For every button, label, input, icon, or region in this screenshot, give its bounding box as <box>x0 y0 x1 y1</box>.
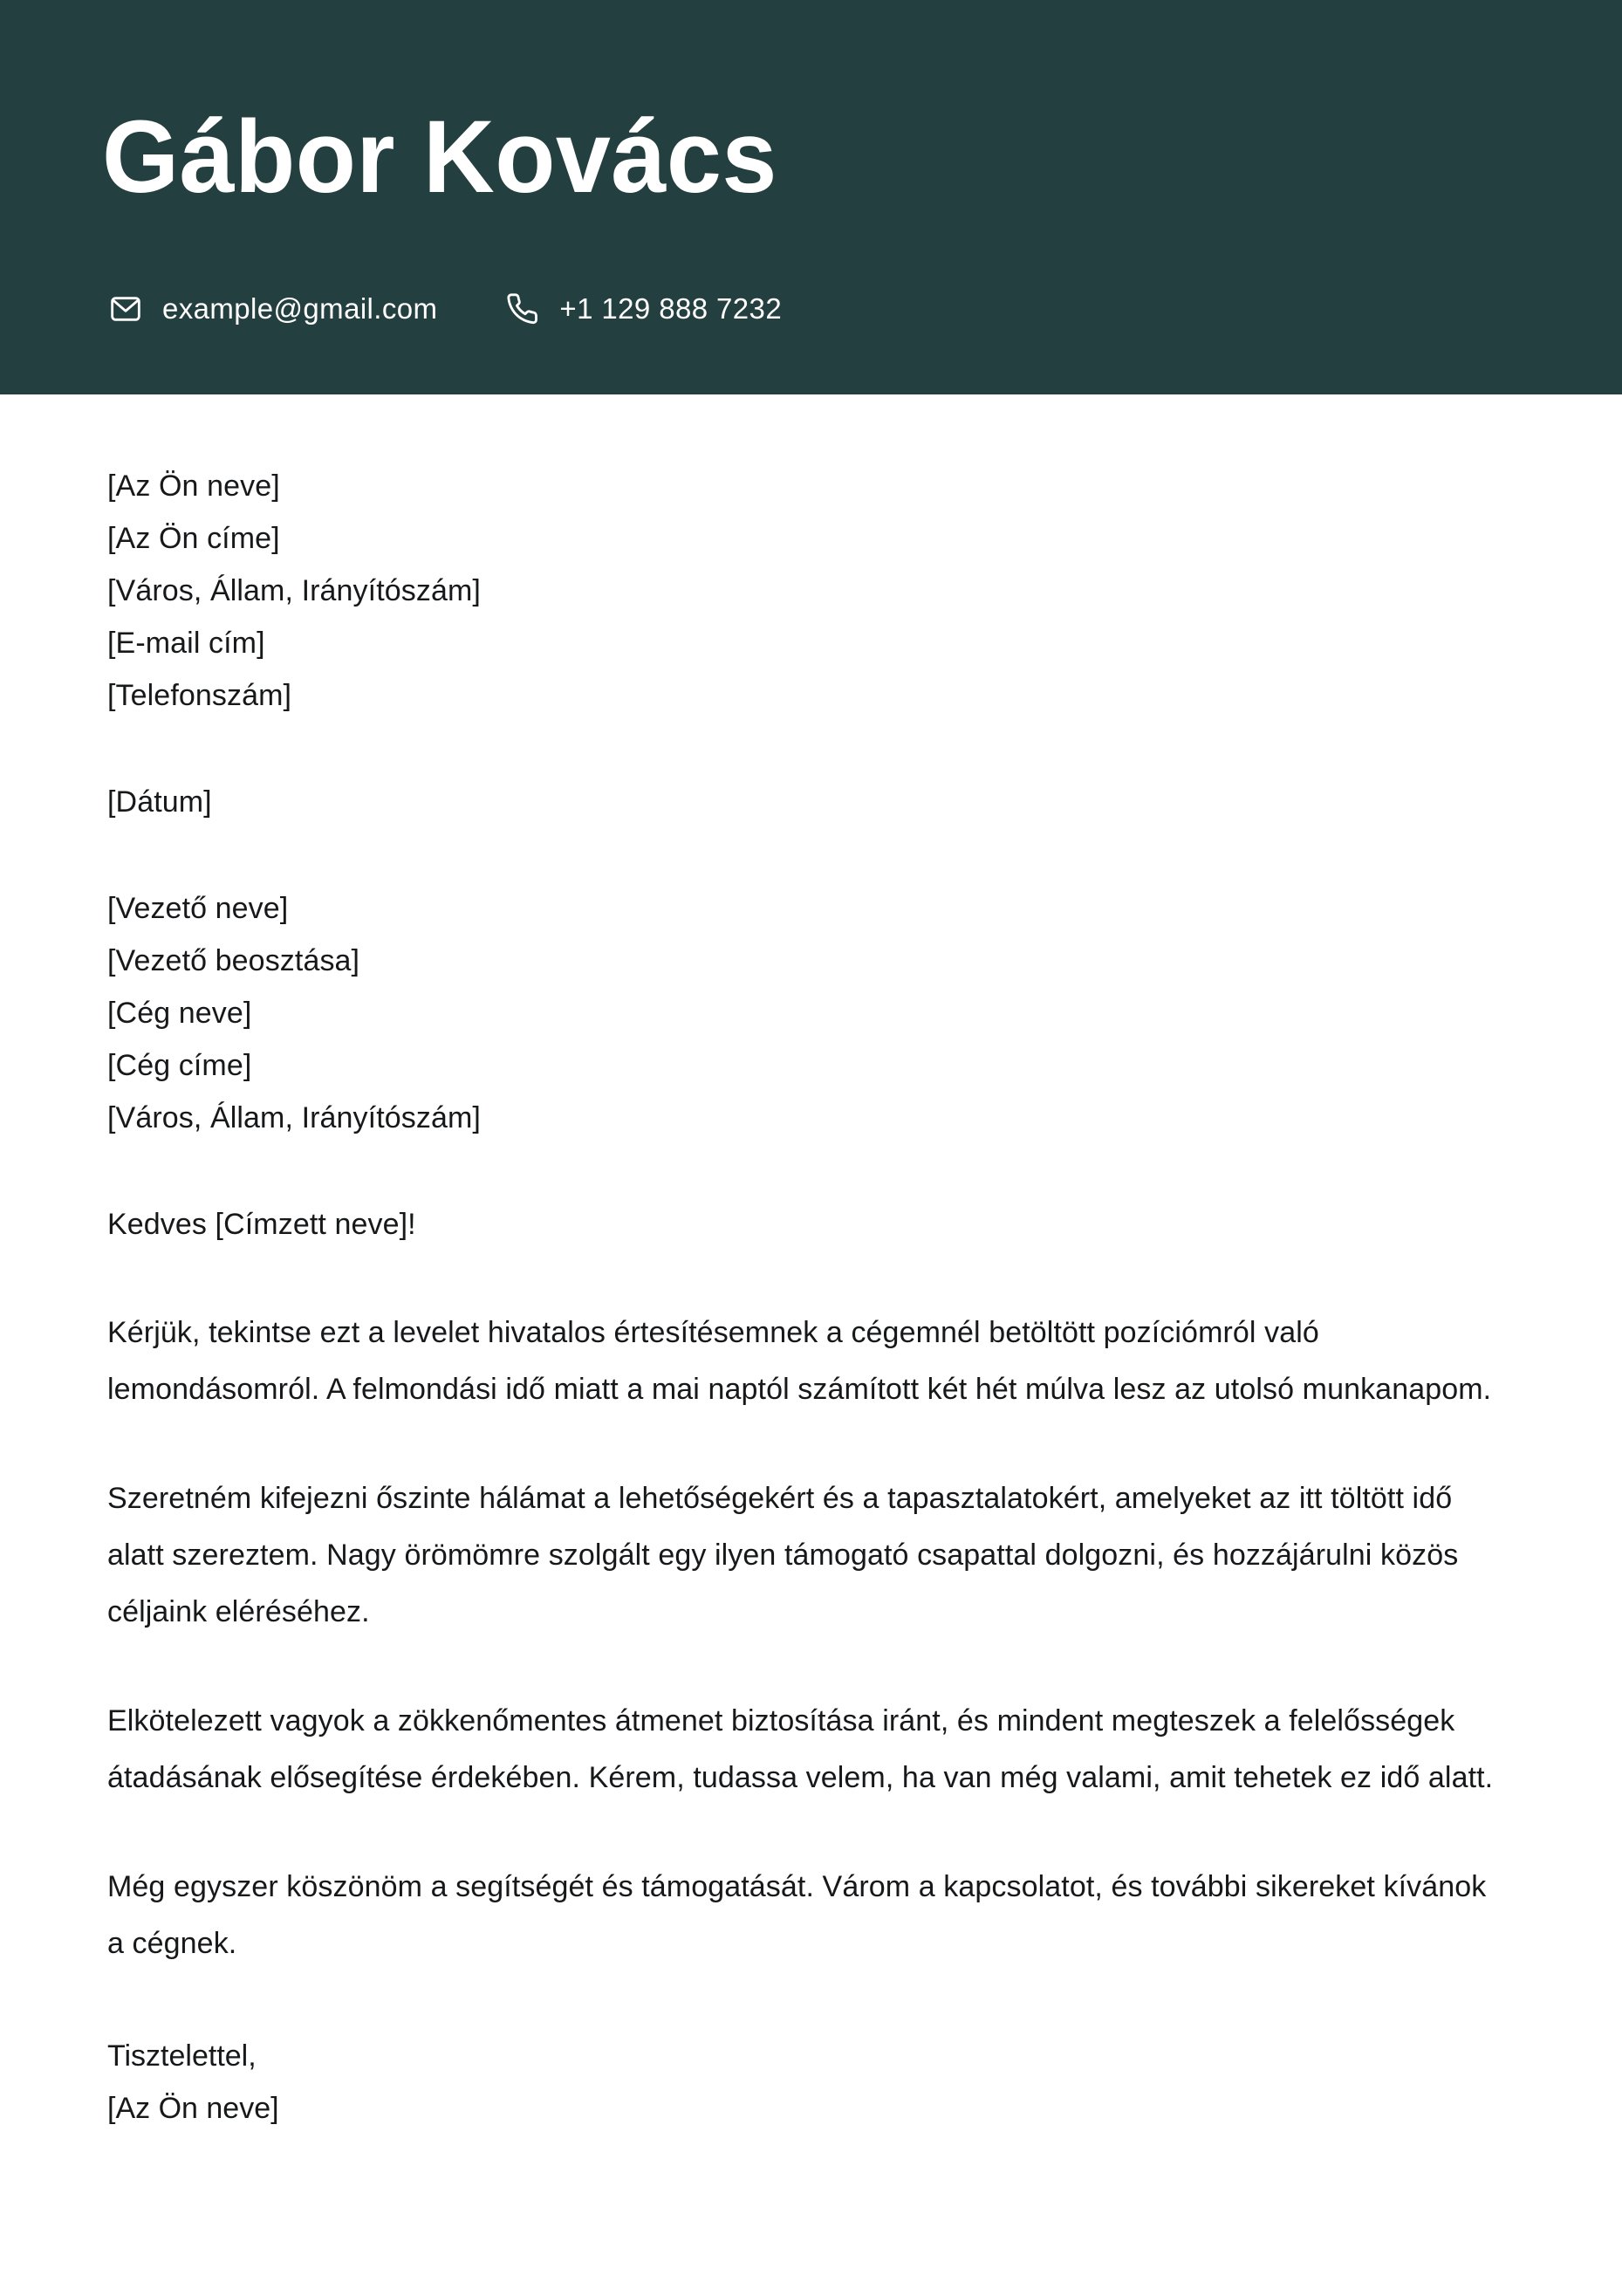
spacer <box>107 1972 1516 2030</box>
recipient-line: [Város, Állam, Irányítószám] <box>107 1101 481 1134</box>
body-paragraph: Szeretném kifejezni őszinte hálámat a lehetőségekért és a tapasztalatokért, amelyeket az itt töltött idő alatt szereztem. Nagy örömömre szolgált egy ilyen támogató csapattal dolgozni, és hozzájárulni közös céljaink eléréséhez. <box>107 1482 1459 1628</box>
page-title: Gábor Kovács <box>102 99 777 215</box>
recipient-line: [Vezető beosztása] <box>107 944 360 977</box>
recipient-line: [Cég címe] <box>107 1049 252 1082</box>
recipient-line: [Cég neve] <box>107 997 252 1030</box>
contact-row <box>108 282 782 336</box>
date-block <box>107 776 1516 828</box>
spacer <box>107 1418 1516 1470</box>
spacer <box>107 722 1516 776</box>
sender-line: [Telefonszám] <box>107 679 292 712</box>
signature-block <box>107 2030 1516 2135</box>
sender-address-block <box>107 460 1516 722</box>
sender-line: [E-mail cím] <box>107 627 265 660</box>
contact-email[interactable] <box>108 282 437 336</box>
sender-line: [Az Ön neve] <box>107 469 280 503</box>
spacer <box>107 828 1516 882</box>
body-paragraph: Kérjük, tekintse ezt a levelet hivatalos értesítésemnek a cégemnél betöltött pozíciómról való lemondásomról. A felmondási idő miatt a mai naptól számított két hét múlva lesz az utolsó munkanapom. <box>107 1316 1492 1406</box>
signature-name: [Az Ön neve] <box>107 2092 279 2125</box>
letter-header <box>0 0 1622 394</box>
spacer <box>107 1806 1516 1859</box>
contact-email-label: example@gmail.com <box>162 292 438 325</box>
envelope-icon <box>108 291 143 326</box>
phone-icon <box>505 291 540 326</box>
recipient-address-block <box>107 882 1516 1144</box>
contact-phone-label: +1 129 888 7232 <box>559 292 783 325</box>
salutation: Kedves [Címzett neve]! <box>107 1208 416 1241</box>
spacer <box>107 1641 1516 1693</box>
body-paragraph: Elkötelezett vagyok a zökkenőmentes átmenet biztosítása iránt, és mindent megteszek a felelősségek átadásának elősegítése érdekében. Kérem, tudassa velem, ha van még valami, amit tehetek ez idő alatt. <box>107 1704 1494 1794</box>
closing-line: Tisztelettel, <box>107 2039 257 2073</box>
date-line: [Dátum] <box>107 785 212 819</box>
spacer <box>107 1251 1516 1305</box>
recipient-line: [Vezető neve] <box>107 892 289 925</box>
sender-line: [Város, Állam, Irányítószám] <box>107 574 481 607</box>
contact-phone[interactable] <box>505 282 782 336</box>
body-paragraph: Még egyszer köszönöm a segítségét és támogatását. Várom a kapcsolatot, és további sikereket kívánok a cégnek. <box>107 1870 1487 1960</box>
sender-line: [Az Ön címe] <box>107 522 280 555</box>
spacer <box>107 1144 1516 1198</box>
